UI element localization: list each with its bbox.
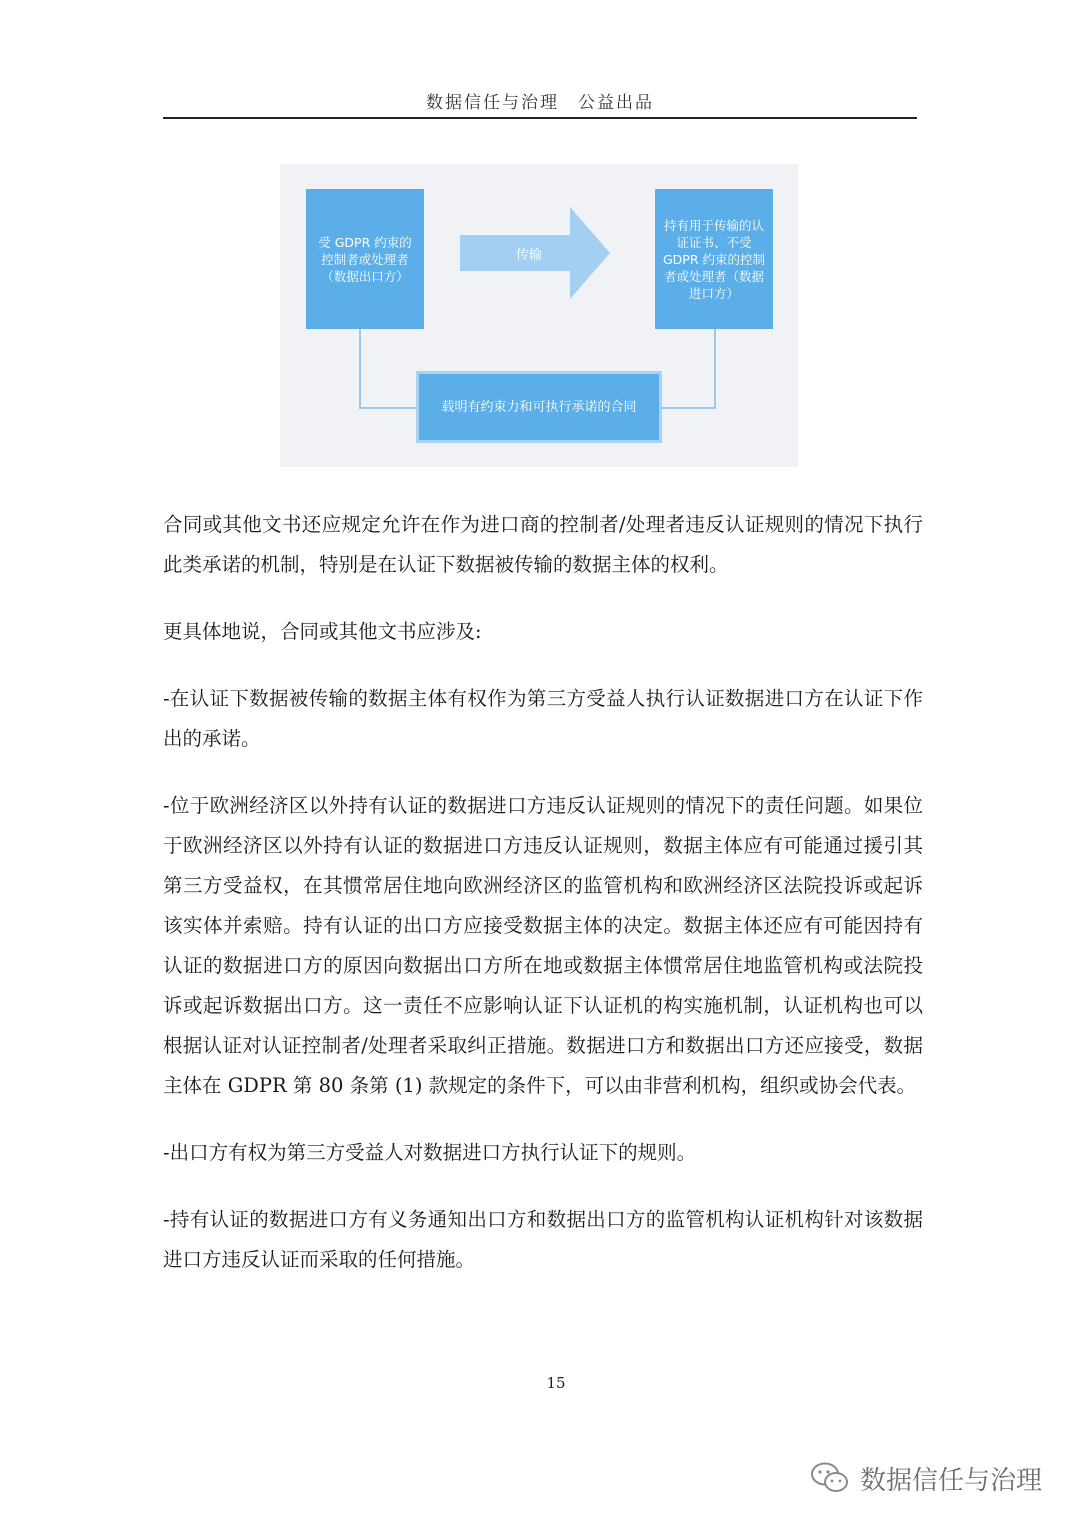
- watermark: [810, 1458, 1042, 1498]
- importer-box: 持有用于传输的认证证书、不受 GDPR 约束的控制者或处理者（数据进口方）: [655, 189, 773, 329]
- transfer-arrow-label: 传输: [516, 248, 543, 263]
- page-header: 数据信任与治理 公益出品: [426, 93, 654, 113]
- watermark-text: 数据信任与治理: [860, 1465, 1043, 1496]
- header-rule: [163, 117, 917, 119]
- exporter-box: 受 GDPR 约束的控制者或处理者（数据出口方）: [306, 189, 424, 329]
- wechat-icon: [810, 1461, 850, 1495]
- transfer-diagram: [280, 164, 798, 467]
- paragraph: 更具体地说，合同或其他文书应涉及:: [163, 620, 482, 643]
- connector-left: [359, 329, 418, 409]
- paragraph: -位于欧洲经济区以外持有认证的数据进口方违反认证规则的情况下的责任问题。如果位于欧洲经济区以外持有认证的数据进口方违反认证规则，数据主体应有可能通过援引其第三方受益权，在其惯常居住地向欧洲经济区的监管机构和欧洲经济区法院投诉或起诉该实体并索赔。持有认证的出口方应接受数据主体的决定。数据主体还应有可能因持有认证的数据进口方的原因向数据出口方所在地或数据主体惯常居住地监管机构或法院投诉或起诉数据出口方。这一责任不应影响认证下认证机的构实施机制，认证机构也可以根据认证对认证控制者/处理者采取纠正措施。数据进口方和数据出口方还应接受，数据主体在 GDPR 第 80 条第 (1) 款规定的条件下，可以由非营利机构，组织或协会代表。: [163, 794, 923, 1097]
- paragraph: -持有认证的数据进口方有义务通知出口方和数据出口方的监管机构认证机构针对该数据进口方违反认证而采取的任何措施。: [163, 1208, 923, 1271]
- contract-box: 载明有约束力和可执行承诺的合同: [416, 371, 662, 443]
- page-number: 15: [546, 1374, 566, 1392]
- paragraph: -在认证下数据被传输的数据主体有权作为第三方受益人执行认证数据进口方在认证下作出的承诺。: [163, 687, 923, 750]
- paragraph: -出口方有权为第三方受益人对数据进口方执行认证下的规则。: [163, 1141, 697, 1164]
- paragraph: 合同或其他文书还应规定允许在作为进口商的控制者/处理者违反认证规则的情况下执行此类承诺的机制，特别是在认证下数据被传输的数据主体的权利。: [163, 513, 923, 576]
- body-text: [163, 505, 923, 1307]
- connector-right: [662, 329, 716, 409]
